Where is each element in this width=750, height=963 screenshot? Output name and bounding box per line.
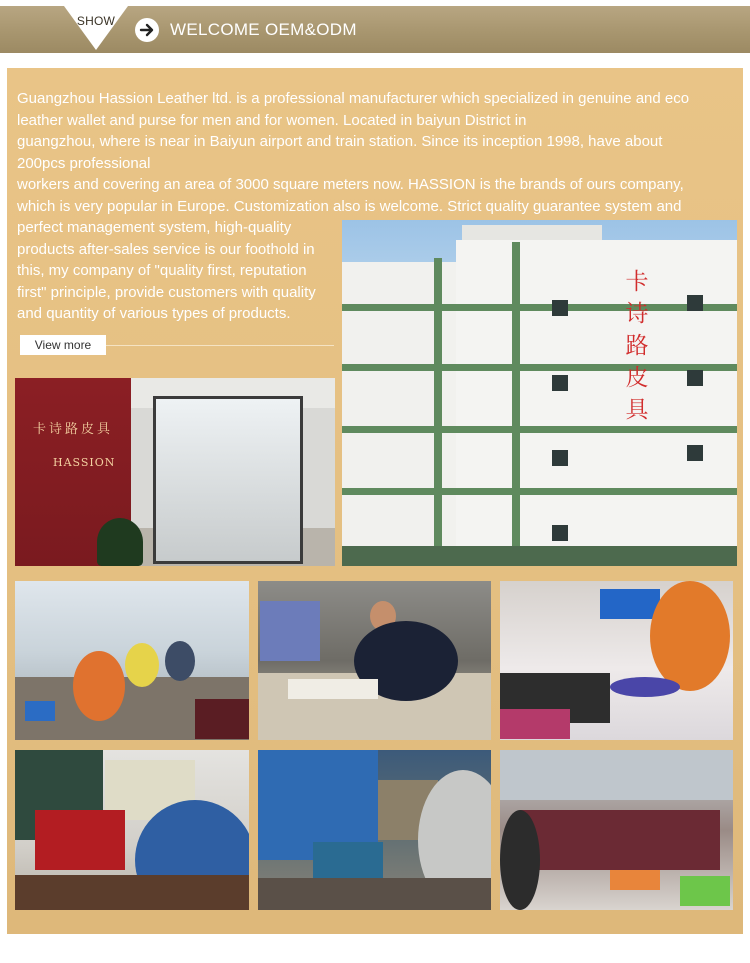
building-window: [687, 295, 703, 311]
building-stripe: [342, 364, 737, 371]
worker: [500, 810, 540, 910]
building-main-block: [456, 240, 737, 566]
intro-line: workers and covering an area of 3000 square meters now. HASSION is the brands of ours company,: [17, 176, 684, 194]
building-stripe: [342, 426, 737, 433]
intro-line: this, my company of "quality first, reputation: [17, 262, 307, 280]
crate: [25, 701, 55, 721]
shelf: [260, 601, 320, 661]
building-window: [552, 525, 568, 541]
arrow-right-icon[interactable]: [135, 18, 159, 42]
building-pillar: [512, 242, 520, 548]
show-tab-notch: [64, 6, 128, 50]
reception-brand: HASSION: [53, 456, 116, 469]
purple-pieces: [610, 677, 680, 697]
header-banner: [0, 6, 750, 53]
intro-line: leather wallet and purse for men and for women. Located in baiyun District in: [17, 111, 527, 129]
intro-line: which is very popular in Europe. Customization also is welcome. Strict quality guarantee system and: [17, 197, 682, 215]
intro-line: and quantity of various types of products.: [17, 305, 291, 323]
sign-character: 卡: [625, 269, 649, 295]
workshop-photo-warehouse: [500, 750, 733, 910]
building-pillar: [434, 258, 442, 548]
intro-line: first" principle, provide customers with quality: [17, 283, 316, 301]
intro-line: Guangzhou Hassion Leather ltd. is a professional manufacturer which specialized in genuine and eco: [17, 90, 690, 107]
red-wallet: [35, 810, 125, 870]
building-ground: [342, 546, 737, 566]
sign-character: 路: [625, 333, 649, 359]
building-window: [552, 300, 568, 316]
table: [15, 875, 249, 910]
paper-pattern: [288, 679, 378, 699]
workshop-photo-cutting: [258, 581, 491, 740]
reception-brand-cn: 卡诗路皮具: [33, 422, 114, 437]
building-window: [552, 375, 568, 391]
workshop-photo-assembly: [500, 581, 733, 740]
worker: [125, 643, 159, 687]
table: [258, 878, 491, 910]
header-title: WELCOME OEM&ODM: [170, 20, 357, 39]
workshop-photo-stitching: [15, 750, 249, 910]
basket: [500, 709, 570, 739]
sign-character: 诗: [625, 301, 649, 327]
building-window: [687, 370, 703, 386]
worker: [650, 581, 730, 691]
wallet-rows: [520, 810, 720, 870]
green-basket: [680, 876, 730, 906]
building-window: [687, 445, 703, 461]
plant: [97, 518, 143, 566]
parts-tray: [313, 842, 383, 882]
workshop-photo-sewing-line: [15, 581, 249, 740]
building-sign: [624, 266, 650, 426]
intro-line: 200pcs professional: [17, 154, 151, 172]
view-more-divider: [106, 345, 334, 346]
sign-character: 皮: [625, 365, 649, 391]
leather-stack: [195, 699, 249, 739]
glass-door: [153, 396, 303, 564]
building-window: [552, 450, 568, 466]
reception-photo: [15, 378, 335, 566]
worker: [73, 651, 125, 721]
orange-tray: [610, 870, 660, 890]
show-label: SHOW: [76, 14, 116, 28]
workshop-photo-machine: [258, 750, 491, 910]
intro-line: guangzhou, where is near in Baiyun airport and train station. Since its inception 1998, have about: [17, 133, 663, 151]
building-stripe: [342, 488, 737, 495]
intro-line: perfect management system, high-quality: [17, 219, 292, 236]
crate: [600, 589, 660, 619]
view-more-button[interactable]: View more: [20, 335, 106, 355]
intro-text-narrow: [17, 217, 337, 325]
worker: [165, 641, 195, 681]
building-stripe: [342, 304, 737, 311]
sign-character: 具: [625, 397, 649, 423]
ceiling: [500, 750, 733, 800]
intro-line: products after-sales service is our foothold in: [17, 240, 315, 258]
intro-text-wide: [17, 88, 735, 218]
factory-building-photo: [342, 220, 737, 566]
